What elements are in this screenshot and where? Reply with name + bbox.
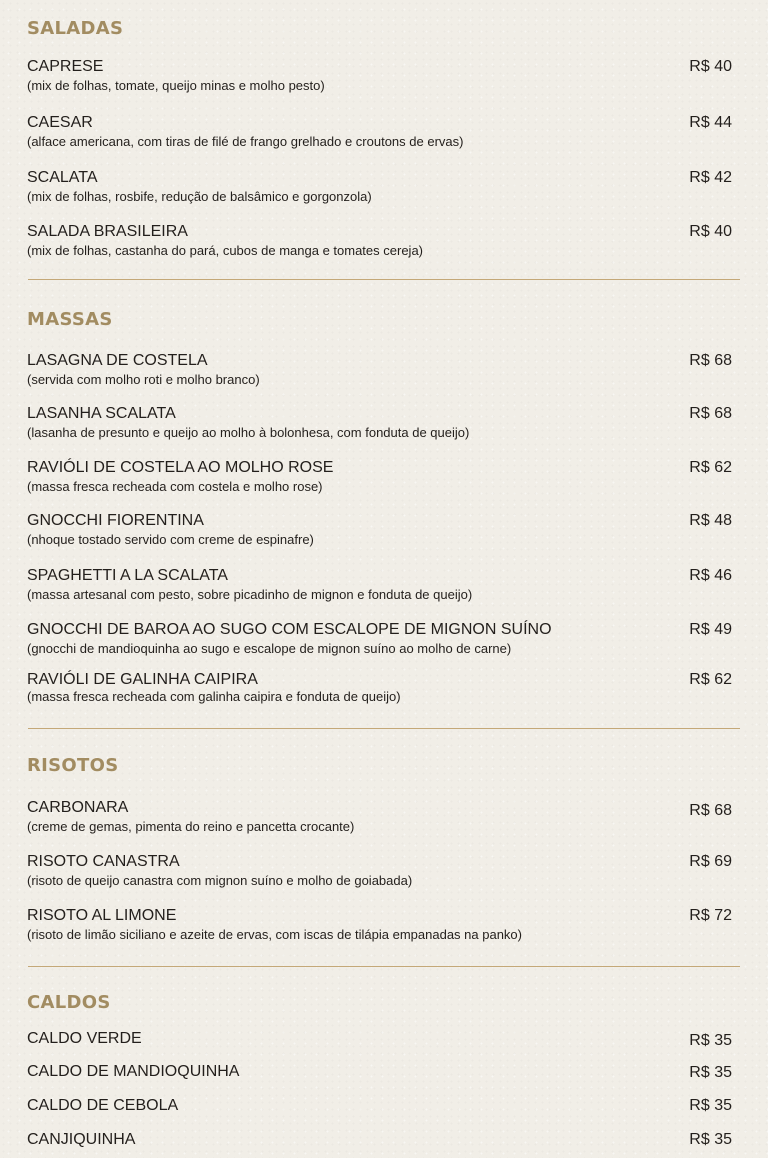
menu-item-description: (massa fresca recheada com costela e molho rose)	[27, 479, 323, 494]
menu-item-description: (mix de folhas, rosbife, redução de balsâmico e gorgonzola)	[27, 189, 372, 204]
menu-item-price: R$ 68	[689, 802, 732, 819]
menu-item-description: (nhoque tostado servido com creme de espinafre)	[27, 532, 314, 547]
menu-item-description: (alface americana, com tiras de filé de frango grelhado e croutons de ervas)	[27, 134, 464, 149]
menu-item	[27, 114, 732, 150]
menu-item-description: (massa artesanal com pesto, sobre picadinho de mignon e fonduta de queijo)	[27, 587, 473, 602]
menu-item-price: R$ 48	[689, 512, 732, 529]
menu-item-description: (servida com molho roti e molho branco)	[27, 372, 260, 387]
section-heading-caldos: CALDOS	[27, 992, 111, 1013]
menu-item-name: CAPRESE	[27, 58, 104, 75]
menu-item-description: (mix de folhas, tomate, queijo minas e molho pesto)	[27, 78, 325, 93]
menu-item	[27, 1097, 732, 1115]
menu-item-name: CALDO DE CEBOLA	[27, 1097, 179, 1114]
menu-item-price: R$ 69	[689, 853, 732, 870]
menu-item-price: R$ 35	[689, 1064, 732, 1081]
menu-item	[27, 1030, 732, 1048]
menu-item	[27, 1063, 732, 1081]
menu-item-price: R$ 44	[689, 114, 732, 131]
menu-item-description: (risoto de queijo canastra com mignon suíno e molho de goiabada)	[27, 873, 413, 888]
menu-item-price: R$ 40	[689, 223, 732, 240]
menu-item-name: SCALATA	[27, 169, 98, 186]
menu-item-name: SPAGHETTI A LA SCALATA	[27, 567, 228, 584]
menu-item	[27, 567, 732, 603]
menu-item-name: CAESAR	[27, 114, 93, 131]
menu-item-price: R$ 49	[689, 621, 732, 638]
menu-item-name: LASANHA SCALATA	[27, 405, 176, 422]
menu-item	[27, 405, 732, 441]
menu-item	[27, 169, 732, 205]
section-divider	[28, 279, 740, 280]
menu-item-name: SALADA BRASILEIRA	[27, 223, 188, 240]
menu-item-price: R$ 46	[689, 567, 732, 584]
menu-item	[27, 352, 732, 388]
menu-item	[27, 799, 732, 835]
menu-item-description: (creme de gemas, pimenta do reino e pancetta crocante)	[27, 819, 355, 834]
section-heading-risotos: RISOTOS	[27, 755, 119, 776]
menu-item	[27, 621, 732, 657]
section-heading-saladas: SALADAS	[27, 18, 124, 39]
menu-item-description: (risoto de limão siciliano e azeite de ervas, com iscas de tilápia empanadas na panko)	[27, 927, 522, 942]
menu-item-price: R$ 72	[689, 907, 732, 924]
menu-item-price: R$ 35	[689, 1097, 732, 1114]
menu-item-description: (lasanha de presunto e queijo ao molho à bolonhesa, com fonduta de queijo)	[27, 425, 470, 440]
menu-item-price: R$ 68	[689, 352, 732, 369]
menu-item-name: RAVIÓLI DE GALINHA CAIPIRA	[27, 671, 258, 688]
section-heading-massas: MASSAS	[27, 309, 113, 330]
menu-item	[27, 459, 732, 495]
menu-item-name: CALDO DE MANDIOQUINHA	[27, 1063, 240, 1080]
menu-item-name: GNOCCHI FIORENTINA	[27, 512, 204, 529]
menu-item-name: RISOTO AL LIMONE	[27, 907, 177, 924]
menu-item-name: LASAGNA DE COSTELA	[27, 352, 208, 369]
menu-item-name: CANJIQUINHA	[27, 1131, 136, 1148]
menu-item-description: (gnocchi de mandioquinha ao sugo e escalope de mignon suíno ao molho de carne)	[27, 641, 512, 656]
menu-item-name: RISOTO CANASTRA	[27, 853, 180, 870]
menu-item-name: CARBONARA	[27, 799, 129, 816]
menu-item-price: R$ 62	[689, 459, 732, 476]
menu-item	[27, 671, 732, 705]
menu-item-description: (mix de folhas, castanha do pará, cubos de manga e tomates cereja)	[27, 243, 423, 258]
menu-item	[27, 853, 732, 889]
menu-item	[27, 223, 732, 259]
section-divider	[28, 966, 740, 967]
section-divider	[28, 728, 740, 729]
menu-item	[27, 907, 732, 943]
menu-item-price: R$ 62	[689, 671, 732, 688]
menu-item-description: (massa fresca recheada com galinha caipira e fonduta de queijo)	[27, 689, 401, 704]
menu-item-price: R$ 35	[689, 1032, 732, 1049]
menu-item-name: CALDO VERDE	[27, 1030, 142, 1047]
menu-item	[27, 1131, 732, 1149]
menu-item-name: RAVIÓLI DE COSTELA AO MOLHO ROSE	[27, 459, 334, 476]
menu-item	[27, 58, 732, 94]
menu-item-price: R$ 42	[689, 169, 732, 186]
menu-item-name: GNOCCHI DE BAROA AO SUGO COM ESCALOPE DE MIGNON SUÍNO	[27, 621, 552, 638]
menu-item-price: R$ 35	[689, 1131, 732, 1148]
menu-item	[27, 512, 732, 548]
menu-item-price: R$ 40	[689, 58, 732, 75]
menu-item-price: R$ 68	[689, 405, 732, 422]
